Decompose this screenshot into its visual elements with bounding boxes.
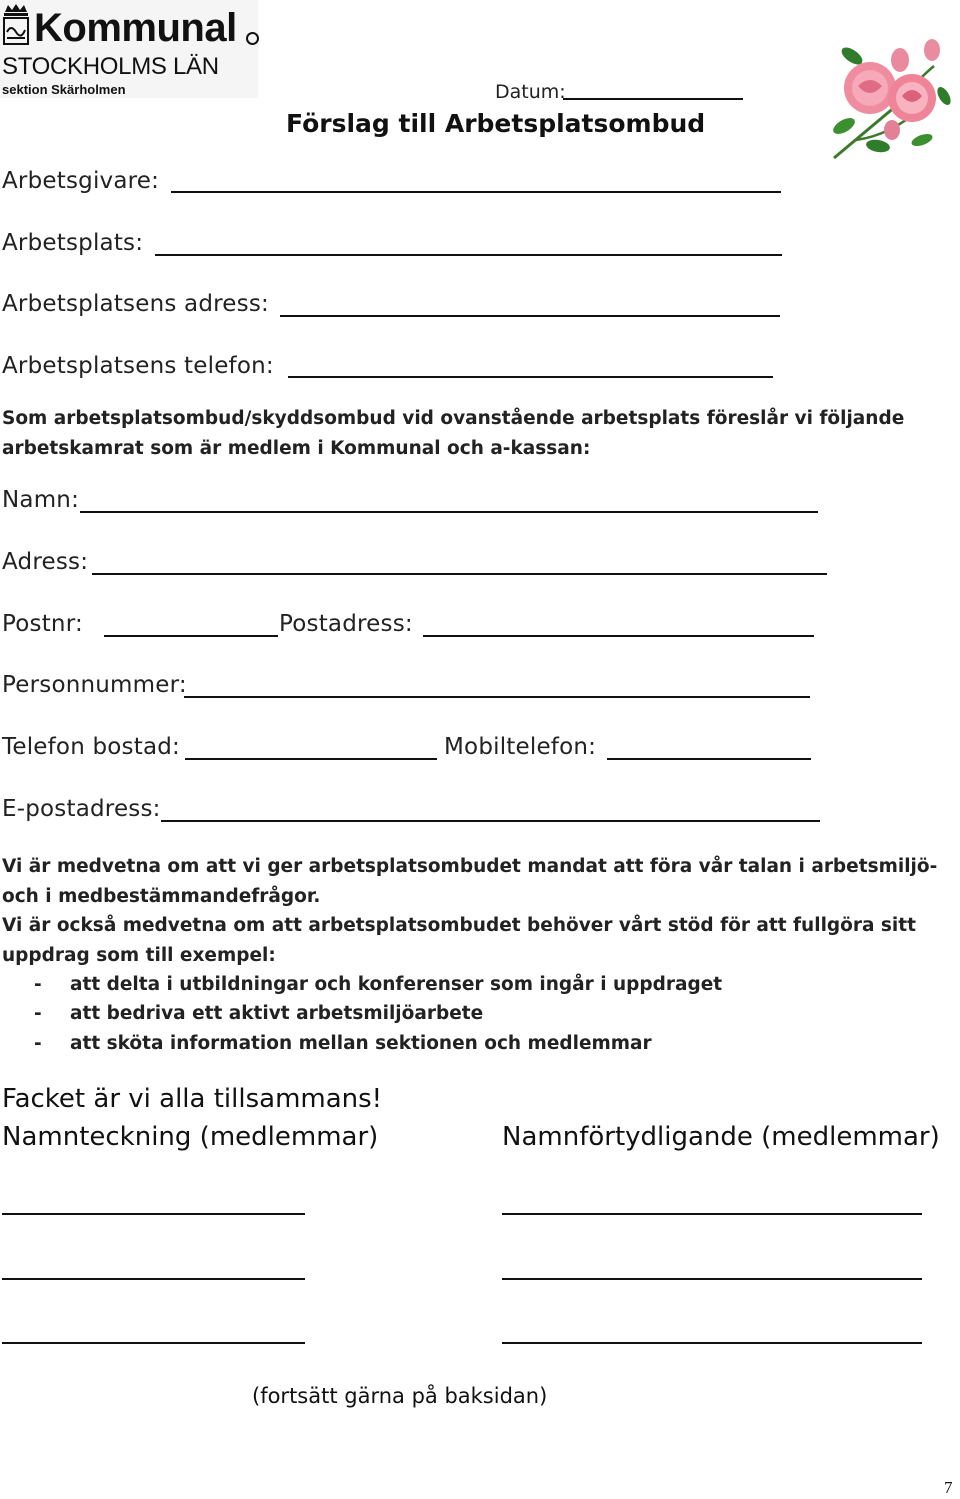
signature-header: Namnteckning (medlemmar): [2, 1122, 379, 1152]
member-name-label: Namn:: [2, 487, 80, 513]
email-field[interactable]: [161, 820, 820, 822]
workplace-address-field[interactable]: [280, 315, 780, 317]
bullet-item-3: att sköta information mellan sektionen och medlemmar: [70, 1033, 652, 1054]
roses-illustration: [826, 36, 960, 162]
personal-number-label: Personnummer:: [2, 672, 187, 698]
postal-address-field[interactable]: [423, 635, 814, 637]
bullet-item-1: att delta i utbildningar och konferenser som ingår i uppdraget: [70, 974, 723, 995]
email-label: E-postadress:: [2, 796, 161, 822]
mobile-phone-label: Mobiltelefon:: [444, 734, 597, 760]
form-title: Förslag till Arbetsplatsombud: [286, 109, 706, 138]
clarification-field-2[interactable]: [502, 1278, 922, 1280]
bullet-dash: -: [34, 1003, 42, 1024]
clarification-field-3[interactable]: [502, 1342, 922, 1344]
logo-name: Kommunal: [34, 6, 237, 50]
member-name-field[interactable]: [80, 511, 818, 513]
employer-label: Arbetsgivare:: [2, 168, 160, 194]
bullet-item-2: att bedriva ett aktivt arbetsmiljöarbete: [70, 1003, 484, 1024]
member-address-field[interactable]: [92, 573, 827, 575]
signature-field-1[interactable]: [2, 1213, 305, 1215]
home-phone-label: Telefon bostad:: [2, 734, 181, 760]
date-label: Datum:: [495, 81, 566, 103]
postal-address-label: Postadress:: [279, 611, 413, 637]
postal-code-label: Postnr:: [2, 611, 83, 637]
workplace-label: Arbetsplats:: [2, 230, 144, 256]
logo-section: sektion Skärholmen: [2, 82, 126, 97]
page-number: 7: [944, 1478, 953, 1497]
kommunal-logo: [0, 0, 258, 98]
workplace-field[interactable]: [155, 254, 782, 256]
bullet-dash: -: [34, 1033, 42, 1054]
continue-note: (fortsätt gärna på baksidan): [252, 1384, 548, 1408]
workplace-phone-label: Arbetsplatsens telefon:: [2, 353, 274, 379]
awareness-text-line-1: Vi är medvetna om att vi ger arbetsplatsombudet mandat att föra vår talan i arbetsmiljö-: [2, 856, 938, 877]
awareness-text-line-3: Vi är också medvetna om att arbetsplatsombudet behöver vårt stöd för att fullgöra sitt: [2, 915, 916, 936]
awareness-text-line-4: uppdrag som till exempel:: [2, 945, 276, 966]
date-field[interactable]: [563, 98, 743, 100]
logo-region: STOCKHOLMS LÄN: [2, 53, 219, 80]
postal-code-field[interactable]: [104, 635, 278, 637]
signature-field-3[interactable]: [2, 1342, 305, 1344]
proposal-text-line-1: Som arbetsplatsombud/skyddsombud vid ovanstående arbetsplats föreslår vi följande: [2, 408, 905, 429]
logo-ring-mark: [246, 32, 259, 45]
workplace-phone-field[interactable]: [288, 376, 773, 378]
personal-number-field[interactable]: [184, 696, 810, 698]
clarification-field-1[interactable]: [502, 1213, 922, 1215]
crown-emblem-icon: [2, 2, 30, 46]
employer-field[interactable]: [171, 191, 781, 193]
clarification-header: Namnförtydligande (medlemmar): [502, 1122, 940, 1152]
home-phone-field[interactable]: [185, 758, 437, 760]
signature-field-2[interactable]: [2, 1278, 305, 1280]
proposal-text-line-2: arbetskamrat som är medlem i Kommunal och a-kassan:: [2, 438, 591, 459]
member-address-label: Adress:: [2, 549, 89, 575]
awareness-text-line-2: och i medbestämmandefrågor.: [2, 886, 321, 907]
bullet-dash: -: [34, 974, 42, 995]
mobile-phone-field[interactable]: [607, 758, 811, 760]
workplace-address-label: Arbetsplatsens adress:: [2, 291, 269, 317]
slogan: Facket är vi alla tillsammans!: [2, 1084, 383, 1114]
